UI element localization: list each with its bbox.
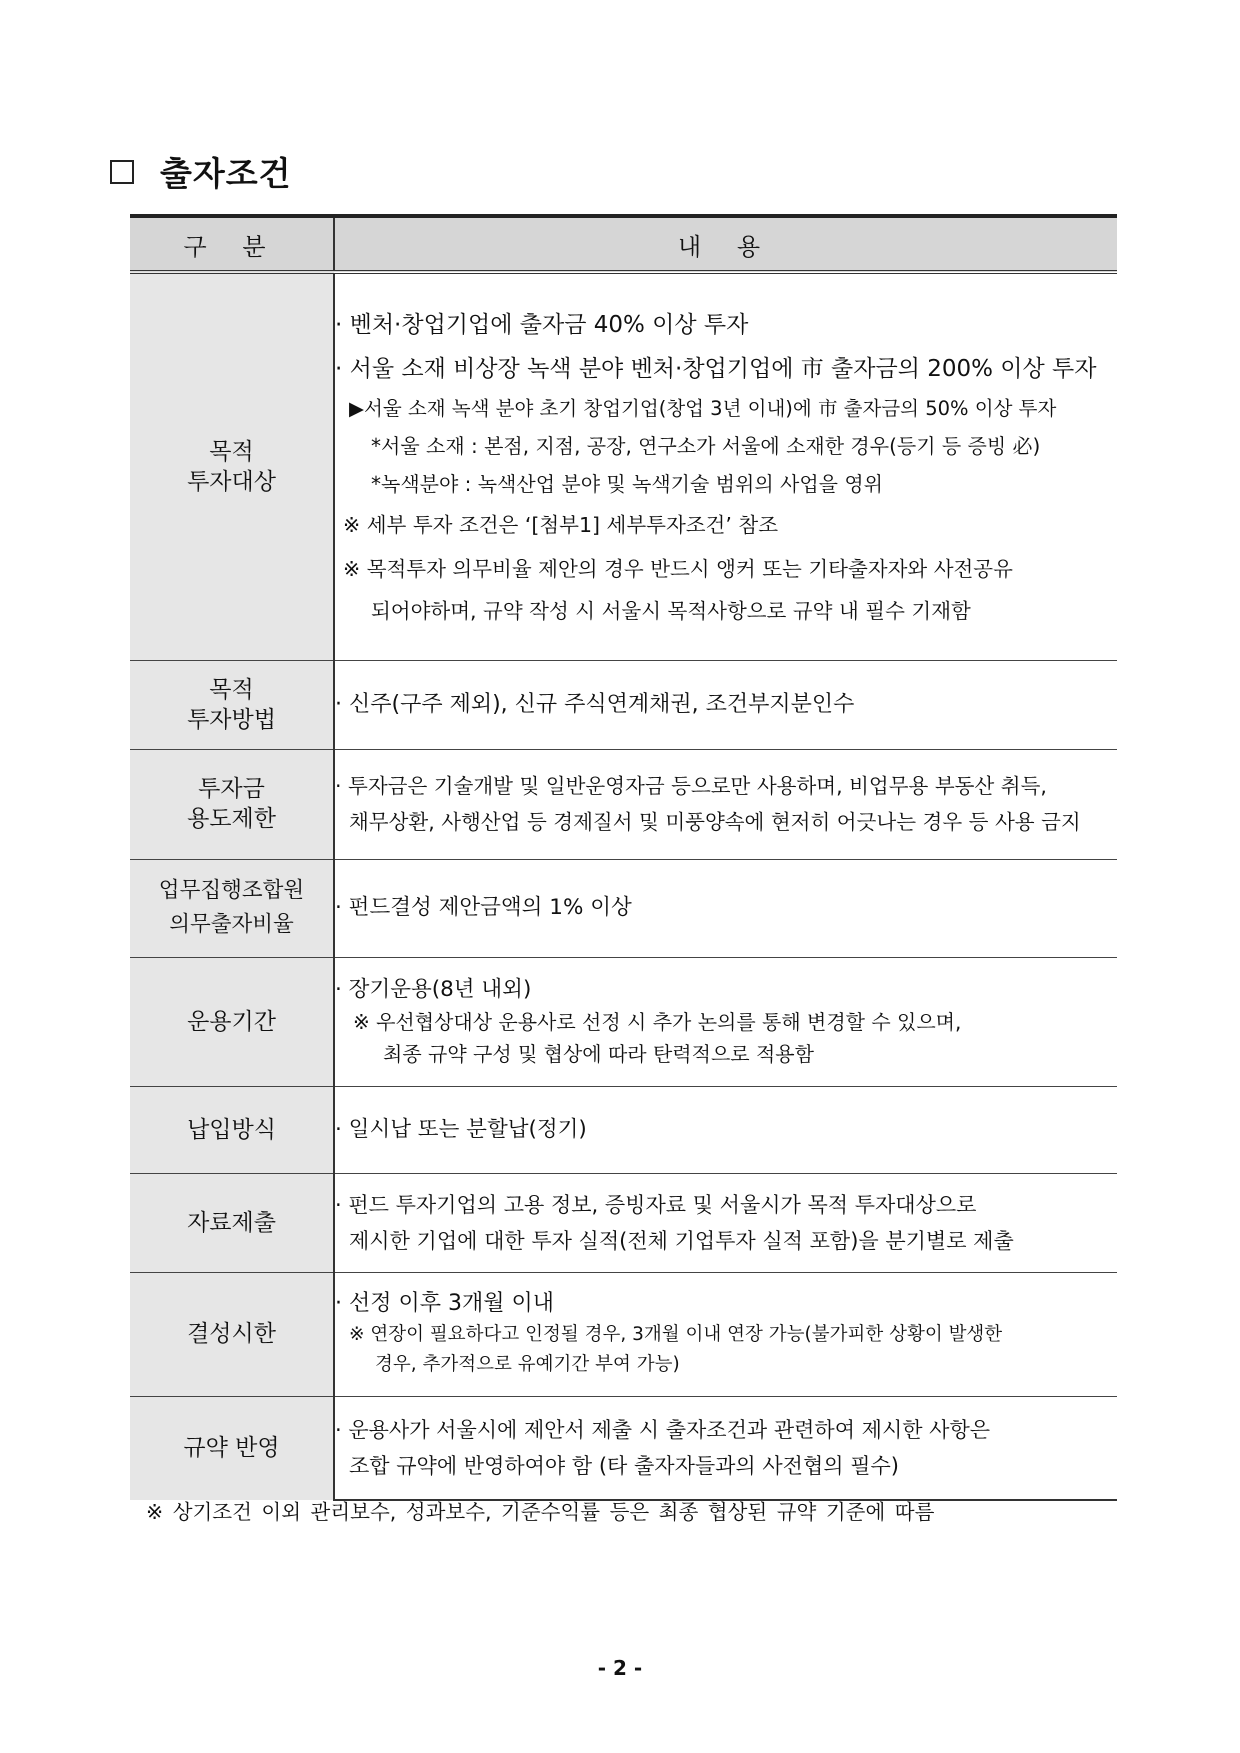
row-category <box>130 749 334 859</box>
table-row <box>130 859 1117 957</box>
content-line: ※ 우선협상대상 운용사로 선정 시 추가 논의를 통해 변경할 수 있으며, <box>353 1009 962 1034</box>
row-content <box>334 660 1117 749</box>
footnote: ※ 상기조건 이외 관리보수, 성과보수, 기준수익률 등은 최종 협상된 규약 기준에 따름 <box>146 1500 935 1524</box>
row-category <box>130 1173 334 1272</box>
table-row <box>130 1396 1117 1500</box>
content-line: · 펀드결성 제안금액의 1% 이상 <box>335 895 632 920</box>
content-line: ※ 목적투자 의무비율 제안의 경우 반드시 앵커 또는 기타출자자와 사전공유 <box>343 556 1013 581</box>
section-title <box>110 148 292 195</box>
content-line: ▶서울 소재 녹색 분야 초기 창업기업(창업 3년 이내)에 市 출자금의 50% 이상 투자 <box>349 396 1057 420</box>
row-category <box>130 1396 334 1500</box>
row-content <box>334 859 1117 957</box>
content-line: 조합 규약에 반영하여야 함 (타 출자자들과의 사전협의 필수) <box>349 1453 899 1478</box>
content-line: 제시한 기업에 대한 투자 실적(전체 기업투자 실적 포함)을 분기별로 제출 <box>349 1228 1014 1253</box>
content-line: · 장기운용(8년 내외) <box>335 976 532 1002</box>
content-line: · 투자금은 기술개발 및 일반운영자금 등으로만 사용하며, 비업무용 부동산 취득, <box>335 774 1047 798</box>
content-line: 경우, 추가적으로 유예기간 부여 가능) <box>375 1354 680 1375</box>
content-line: 되어야하며, 규약 작성 시 서울시 목적사항으로 규약 내 필수 기재함 <box>371 598 971 623</box>
category-line: 목적 <box>209 676 254 703</box>
content-line: *녹색분야 : 녹색산업 분야 및 녹색기술 범위의 사업을 영위 <box>371 471 883 496</box>
row-content <box>334 272 1117 660</box>
category-line: 규약 반영 <box>183 1435 280 1462</box>
table-row <box>130 1272 1117 1396</box>
category-line: 용도제한 <box>187 806 276 832</box>
category-line: 투자금 <box>198 776 265 802</box>
row-category <box>130 272 334 660</box>
category-line: 투자방법 <box>187 706 276 733</box>
content-line: · 선정 이후 3개월 이내 <box>335 1291 554 1316</box>
category-line: 결성시한 <box>187 1321 276 1347</box>
content-line: · 일시납 또는 분할납(정기) <box>335 1116 587 1142</box>
category-line: 자료제출 <box>187 1209 276 1236</box>
row-category <box>130 1086 334 1173</box>
empty-square-icon <box>110 160 134 184</box>
category-line: 납입방식 <box>187 1116 276 1143</box>
table-row <box>130 272 1117 660</box>
content-line: · 운용사가 서울시에 제안서 제출 시 출자조건과 관련하여 제시한 사항은 <box>335 1417 991 1442</box>
row-category <box>130 660 334 749</box>
row-content <box>334 1086 1117 1173</box>
row-content <box>334 749 1117 859</box>
page-number: - 2 - <box>597 1656 643 1680</box>
section-title-text: 출자조건 <box>160 154 292 193</box>
row-category <box>130 859 334 957</box>
header-category: 구 분 <box>130 216 334 272</box>
table-row <box>130 1086 1117 1173</box>
category-line: 의무출자비율 <box>169 912 294 937</box>
row-content <box>334 1173 1117 1272</box>
header-content: 내 용 <box>334 216 1117 272</box>
row-content <box>334 1396 1117 1500</box>
category-line: 목적 <box>209 438 254 465</box>
table-header-row <box>130 216 1117 272</box>
investment-conditions-table <box>130 214 1117 1501</box>
category-line: 투자대상 <box>187 468 276 495</box>
content-line: · 펀드 투자기업의 고용 정보, 증빙자료 및 서울시가 목적 투자대상으로 <box>335 1192 977 1217</box>
content-line: ※ 연장이 필요하다고 인정될 경우, 3개월 이내 연장 가능(불가피한 상황이 발생한 <box>349 1324 1003 1345</box>
row-category <box>130 1272 334 1396</box>
row-category <box>130 957 334 1086</box>
content-line: · 벤처·창업기업에 출자금 40% 이상 투자 <box>335 311 749 338</box>
table-row <box>130 749 1117 859</box>
content-line: ※ 세부 투자 조건은 ‘[첨부1] 세부투자조건’ 참조 <box>343 512 778 537</box>
table-row <box>130 1173 1117 1272</box>
content-line: *서울 소재 : 본점, 지점, 공장, 연구소가 서울에 소재한 경우(등기 등 증빙 必) <box>371 433 1041 458</box>
table-row <box>130 957 1117 1086</box>
row-content <box>334 1272 1117 1396</box>
category-line: 운용기간 <box>187 1008 276 1035</box>
content-line: · 신주(구주 제외), 신규 주식연계채권, 조건부지분인수 <box>335 691 855 717</box>
content-line: 채무상환, 사행산업 등 경제질서 및 미풍양속에 현저히 어긋나는 경우 등 사용 금지 <box>349 810 1081 834</box>
table-row <box>130 660 1117 749</box>
content-line: 최종 규약 구성 및 협상에 따라 탄력적으로 적용함 <box>383 1041 814 1066</box>
category-line: 업무집행조합원 <box>158 878 305 903</box>
content-line: · 서울 소재 비상장 녹색 분야 벤처·창업기업에 市 출자금의 200% 이상 투자 <box>335 355 1097 382</box>
row-content <box>334 957 1117 1086</box>
